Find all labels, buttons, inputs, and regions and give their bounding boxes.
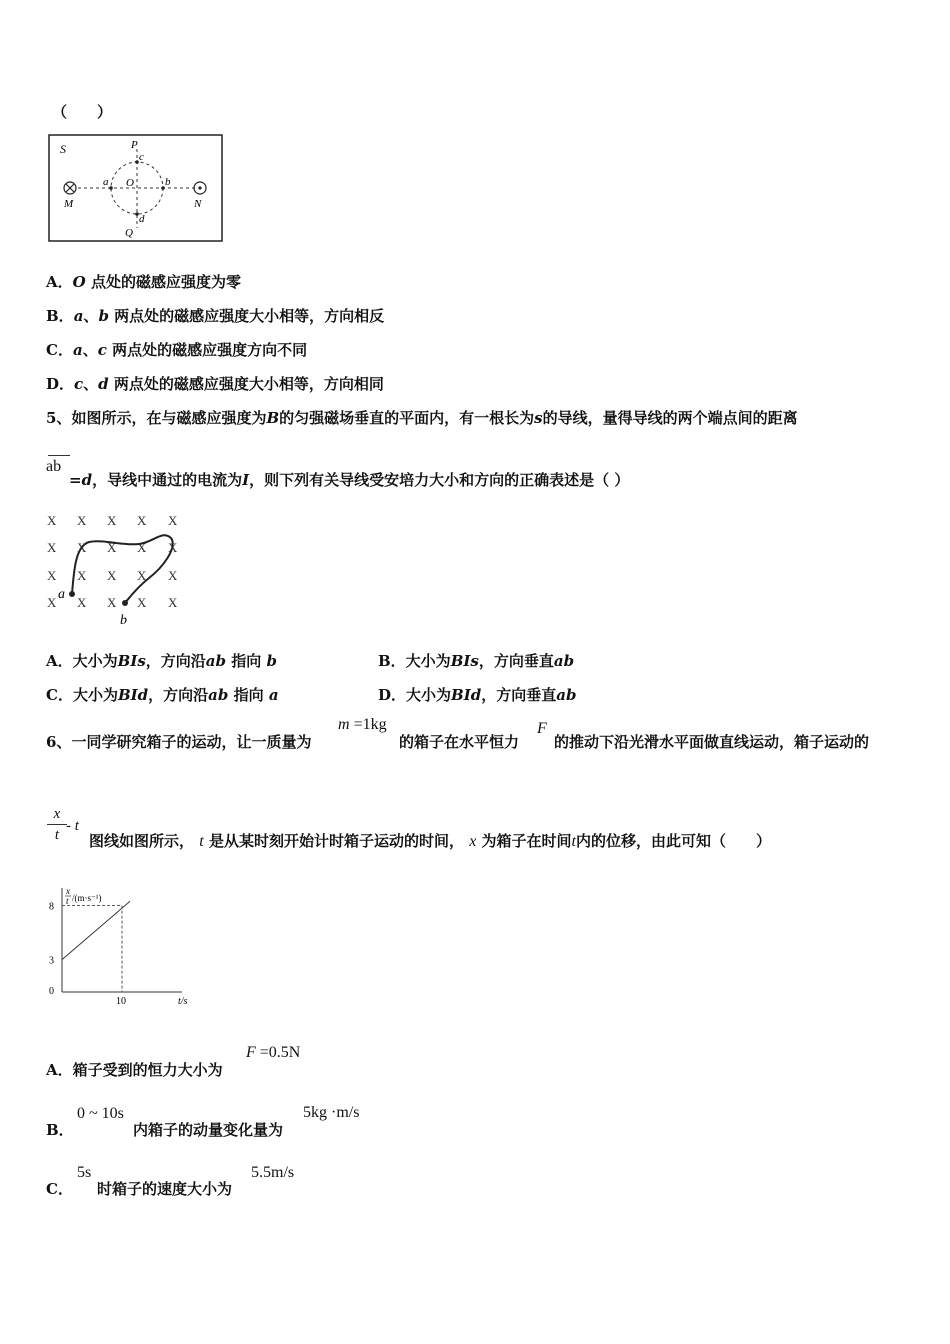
y-label-denominator: t xyxy=(66,896,69,906)
field-cross-1-1: X xyxy=(77,540,87,555)
y-tick-0: 0 xyxy=(49,986,54,997)
field-cross-3-1: X xyxy=(77,595,87,610)
y-tick-8: 8 xyxy=(49,901,54,913)
q5-stem-line2: =d，导线中通过的电流为I，则下列有关导线受安培力大小和方向的正确表述是（ ） xyxy=(69,471,630,489)
label-b: b xyxy=(120,613,127,628)
label-S: S xyxy=(60,142,66,156)
q6-option-c-text: 时箱子的速度大小为 xyxy=(97,1180,233,1198)
q6-stem-line1: 6、一同学研究箱子的运动，让一质量为 xyxy=(46,733,312,751)
point-a xyxy=(109,186,113,190)
field-cross-1-3: X xyxy=(137,540,147,555)
bent-wire xyxy=(72,535,173,603)
q6-option-a[interactable]: A．箱子受到的恒力大小为 xyxy=(46,1061,223,1079)
label-b: b xyxy=(165,176,171,188)
q6-fraction-tail: - t xyxy=(66,818,79,834)
q5-stem-line1: 5、如图所示，在与磁感应强度为B的匀强磁场垂直的平面内，有一根长为s的导线，量得导线的两个端点间的距离 xyxy=(46,409,798,427)
label-M: M xyxy=(64,198,74,210)
q6-option-b-math2: 5kg ·m/s xyxy=(303,1104,360,1121)
q4-magnet-figure xyxy=(48,133,224,243)
q6-option-c-math2: 5.5m/s xyxy=(251,1164,295,1181)
field-cross-2-3: X xyxy=(137,568,147,583)
q6-option-a-math: F =0.5N xyxy=(246,1044,301,1061)
q6-option-c-math1: 5s xyxy=(77,1164,92,1181)
field-cross-3-2: X xyxy=(107,595,117,610)
field-cross-2-4: X xyxy=(168,568,178,583)
field-cross-0-2: X xyxy=(107,513,117,528)
field-cross-0-0: X xyxy=(47,513,57,528)
q5-option-a[interactable]: A．大小为BIs，方向沿ab 指向 b xyxy=(46,652,277,670)
q6-xt-chart xyxy=(44,884,194,1014)
q4-option-b[interactable]: B．a、b 两点处的磁感应强度大小相等，方向相反 xyxy=(46,307,385,325)
q6-option-b-text: 内箱子的动量变化量为 xyxy=(133,1121,284,1139)
label-P: P xyxy=(131,139,138,151)
field-cross-0-1: X xyxy=(77,513,87,528)
q6-mass-formula: m =1kg xyxy=(338,716,387,733)
q6-option-c[interactable]: C． xyxy=(46,1180,73,1198)
q5-option-c[interactable]: C．大小为BId，方向沿ab 指向 a xyxy=(46,686,279,704)
label-Q: Q xyxy=(125,227,133,239)
field-cross-2-0: X xyxy=(47,568,57,583)
label-c: c xyxy=(139,151,144,163)
q4-option-c[interactable]: C．a、c 两点处的磁感应强度方向不同 xyxy=(46,341,308,359)
endpoint-b xyxy=(122,600,128,606)
q4-option-a[interactable]: A．O 点处的磁感应强度为零 xyxy=(46,273,241,291)
q6-stem-line1c: 的推动下沿光滑水平面做直线运动，箱子运动的 xyxy=(554,733,870,751)
field-cross-0-4: X xyxy=(168,513,178,528)
q6-stem-line1b: 的箱子在水平恒力 xyxy=(399,733,520,751)
y-label-numerator: x xyxy=(66,886,70,896)
field-cross-1-2: X xyxy=(107,540,117,555)
q6-option-b-math1: 0 ~ 10s xyxy=(77,1105,124,1122)
label-N: N xyxy=(194,198,202,210)
field-cross-2-2: X xyxy=(107,568,117,583)
q5-option-b[interactable]: B．大小为BIs，方向垂直ab xyxy=(378,652,575,670)
q4-option-d[interactable]: D．c、d 两点处的磁感应强度大小相等，方向相同 xyxy=(46,375,384,393)
q6-stem-line2: 图线如图所示， t 是从某时刻开始计时箱子运动的时间， x 为箱子在时间t内的位移，由此可知（ ） xyxy=(89,832,772,850)
x-axis-label: t/s xyxy=(178,996,188,1007)
field-cross-1-0: X xyxy=(47,540,57,555)
magnetic-field-crosses xyxy=(47,513,178,610)
field-cross-1-4: X xyxy=(168,540,178,555)
label-d: d xyxy=(139,213,145,225)
q6-force-symbol: F xyxy=(537,720,547,737)
q4-answer-bracket: （ ） xyxy=(52,103,113,121)
q5-option-d[interactable]: D．大小为BId，方向垂直ab xyxy=(378,686,577,704)
y-label-unit: /(m·s⁻¹) xyxy=(72,893,102,903)
field-cross-3-4: X xyxy=(168,595,178,610)
field-cross-3-3: X xyxy=(137,595,147,610)
label-a: a xyxy=(103,176,109,188)
y-tick-3: 3 xyxy=(49,955,54,967)
q6-option-b[interactable]: B． xyxy=(46,1121,74,1139)
q6-fraction: x t xyxy=(47,806,67,843)
field-cross-0-3: X xyxy=(137,513,147,528)
field-cross-3-0: X xyxy=(47,595,57,610)
field-cross-2-1: X xyxy=(77,568,87,583)
label-a: a xyxy=(58,587,65,602)
q5-ab-overline: ab xyxy=(46,455,70,476)
series-line xyxy=(62,901,130,959)
label-O: O xyxy=(126,177,134,189)
endpoint-a xyxy=(69,591,75,597)
q5-wire-figure xyxy=(44,508,194,630)
x-tick-10: 10 xyxy=(116,996,126,1007)
